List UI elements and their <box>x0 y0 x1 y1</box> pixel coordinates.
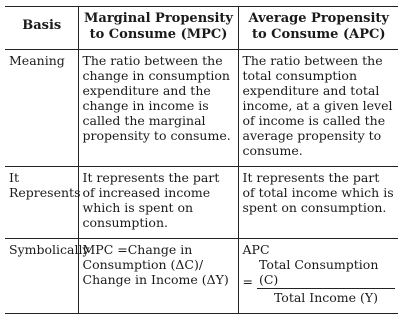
equals-sign: = <box>242 273 253 289</box>
header-apc: Average Propensity to Consume (APC) <box>238 7 398 50</box>
mpc-cell: The ratio between the change in consumption expenditure and the change in income is called the marginal propensity to consume. <box>78 50 238 167</box>
fraction-denominator: Total Income (Y) <box>273 290 379 305</box>
mpc-formula-cell: MPC =Change in Consumption (ΔC)/ Change in Income (ΔY) <box>78 239 238 314</box>
basis-cell: Symbolically <box>9 242 90 257</box>
table-row <box>5 167 398 239</box>
apc-cell: It represents the part of total income which is spent on consumption. <box>238 167 398 239</box>
fraction-numerator: Total Consumption (C) <box>257 257 395 289</box>
table-row <box>5 50 398 167</box>
apc-label: APC <box>242 242 270 257</box>
header-row <box>5 7 398 50</box>
basis-cell: Meaning <box>9 53 65 68</box>
fraction <box>257 257 395 305</box>
header-mpc: Marginal Propensity to Consume (MPC) <box>78 7 238 50</box>
apc-formula-cell <box>238 239 398 314</box>
header-basis: Basis <box>22 18 62 33</box>
apc-formula <box>243 257 396 305</box>
apc-cell: The ratio between the total consumption expenditure and total income, at a given level of income is called the average propensity to consume. <box>238 50 398 167</box>
comparison-table <box>5 6 398 314</box>
table-row <box>5 239 398 314</box>
basis-cell: It Represents <box>9 170 81 200</box>
mpc-cell: It represents the part of increased income which is spent on consumption. <box>78 167 238 239</box>
